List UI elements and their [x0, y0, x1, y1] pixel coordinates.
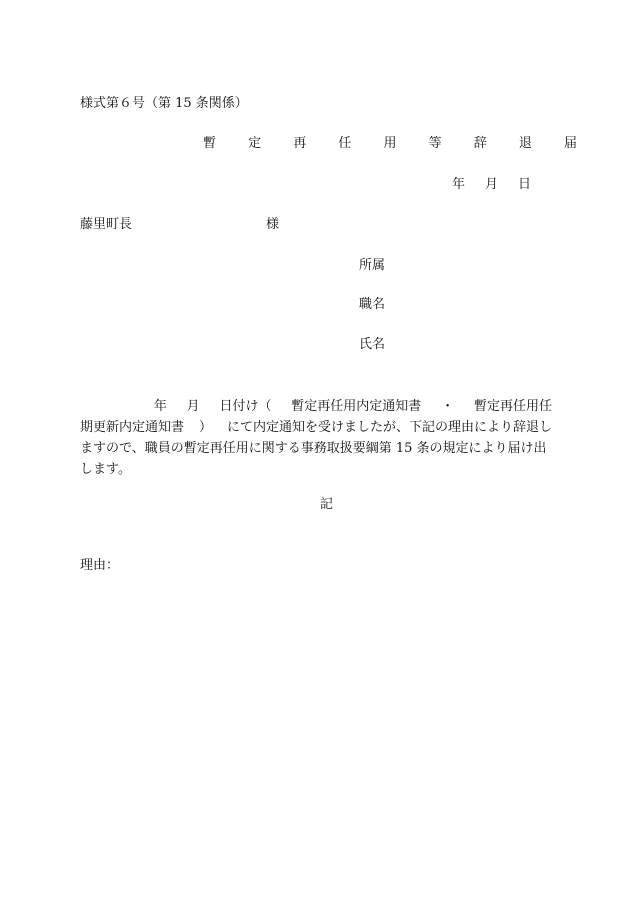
body-separator: ・: [441, 399, 455, 414]
body-close-paren: ）: [198, 420, 212, 435]
addressee-honorific: 様: [266, 217, 280, 232]
date-line: [452, 178, 531, 191]
body-paragraph: [80, 396, 552, 480]
body-notice-option-1: 暫定再任用内定通知書: [291, 399, 422, 414]
body-dated: 日付け（: [219, 399, 272, 414]
form-number: 様式第６号（第 15 条関係）: [80, 96, 248, 111]
body-notice-option-2b: 期更新内定通知書: [80, 420, 185, 435]
body-notice-option-2a: 暫定再任用任: [473, 399, 552, 414]
ki-heading: 記: [320, 497, 334, 512]
body-line-4: [80, 459, 552, 480]
body-line-3-text: ますので、職員の暫定再任用に関する事務取扱要綱第 15 条の規定により届け出: [80, 441, 547, 456]
date-day-label: 日: [518, 177, 532, 192]
affiliation-label: 所属: [359, 258, 386, 273]
date-year-label: 年: [452, 177, 466, 192]
body-line-2: [80, 417, 552, 438]
position-label: 職名: [359, 297, 386, 312]
body-line-3: [80, 438, 552, 459]
body-line-4-text: します。: [80, 462, 131, 477]
body-month: 月: [186, 399, 200, 414]
body-year: 年: [153, 399, 167, 414]
date-month-label: 月: [485, 177, 499, 192]
reason-label: 理由：: [80, 558, 120, 573]
name-label: 氏名: [359, 337, 386, 352]
document-title: 暫 定 再 任 用 等 辞 退 届: [203, 136, 592, 151]
addressee-name: 藤里町長: [80, 217, 133, 232]
body-line-2-rest: にて内定通知を受けましたが、下記の理由により辞退し: [226, 420, 552, 435]
body-line-1: [80, 396, 552, 417]
